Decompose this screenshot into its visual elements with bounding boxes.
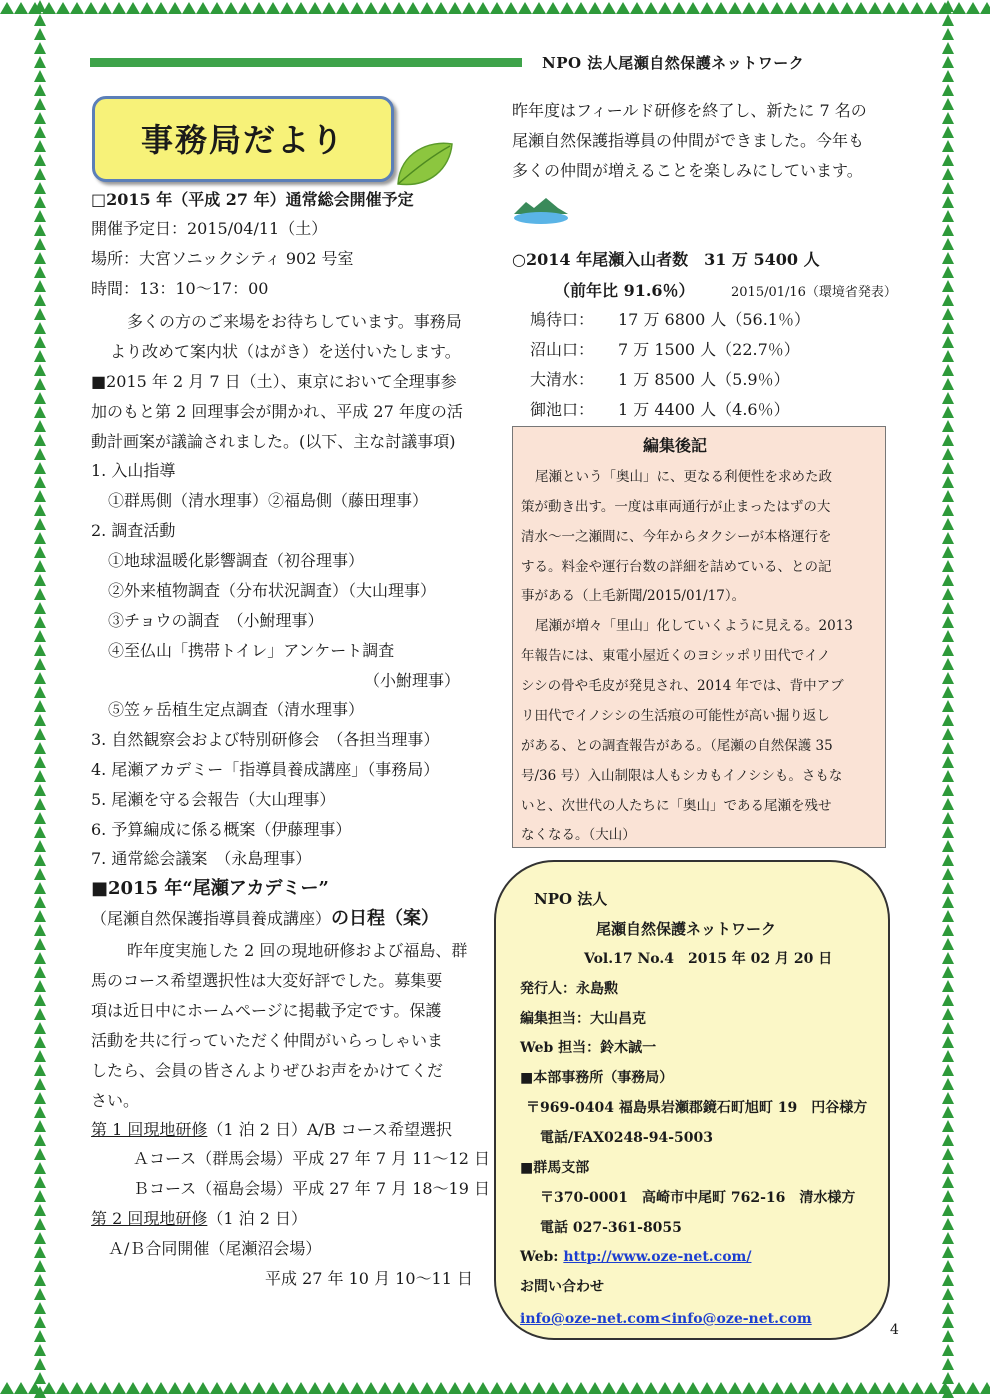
editorial-text: 年報告には、東電小屋近くのヨシッポリ田代でイノ [521, 648, 831, 664]
agenda-subitem: ⑤笠ヶ岳植生定点調査（清水理事） [108, 700, 365, 719]
visitor-source-note: 2015/01/16（環境省発表） [731, 285, 897, 300]
editorial-text: いと、次世代の人たちに「奥山」である尾瀬を残せ [521, 798, 832, 814]
body-text: したら、会員の皆さんよりぜひお声をかけてくだ [91, 1061, 444, 1080]
body-text: 馬のコース希望選択性は大変好評でした。募集要 [91, 971, 443, 990]
academy-schedule-label: の日程（案） [331, 908, 440, 929]
leaf-icon [394, 138, 456, 190]
academy-subheading [91, 909, 439, 929]
editorial-text: 号/36 号）入山制限は人もシカもイノシシも。さもな [521, 768, 843, 784]
info-web-manager: Web 担当：鈴木誠一 [520, 1040, 657, 1056]
body-text: さい。 [91, 1091, 140, 1110]
meeting-heading: □2015 年（平成 27 年）通常総会開催予定 [91, 190, 414, 209]
editorial-text: がある、との調査報告がある。（尾瀬の自然保護 35 [521, 738, 833, 754]
info-hq-phone: 電話/FAX0248-94-5003 [540, 1130, 713, 1146]
agenda-item: 4. 尾瀬アカデミー「指導員養成講座」（事務局） [91, 760, 440, 779]
academy-course-name: （尾瀬自然保護指導員養成講座） [91, 909, 332, 928]
training-2-line [91, 1209, 307, 1229]
info-branch-heading: ■群馬支部 [520, 1160, 590, 1176]
entrance-name: 沼山口： [530, 340, 595, 359]
info-volume: Vol.17 No.4 2015 年 02 月 20 日 [584, 951, 833, 967]
body-text: 多くの仲間が増えることを楽しみにしています。 [512, 161, 863, 180]
visitor-heading: ○2014 年尾瀬入山者数 31 万 5400 人 [512, 250, 820, 269]
right-border-decoration [942, 0, 954, 1398]
entrance-count: 7 万 1500 人（22.7％） [618, 340, 800, 359]
bottom-border-decoration [0, 1382, 990, 1394]
agenda-item: 3. 自然観察会および特別研修会 （各担当理事） [91, 730, 440, 749]
section-title-box [92, 96, 394, 182]
agenda-item: 5. 尾瀬を守る会報告（大山理事） [91, 790, 336, 809]
body-text: 活動を共に行っていただく仲間がいらっしゃいま [91, 1031, 444, 1050]
editorial-text: シシの骨や毛皮が発見され、2014 年では、背中アブ [521, 678, 844, 694]
header-org-name: NPO 法人尾瀬自然保護ネットワーク [542, 54, 805, 72]
entrance-name: 大清水： [530, 370, 595, 389]
editorial-text: リ田代でイノシシの生活痕の可能性が高い掘り返し [521, 708, 830, 724]
info-branch-address: 〒370-0001 高崎市中尾町 762-16 清水様方 [540, 1190, 856, 1206]
agenda-subitem: （小鮒理事） [364, 671, 461, 690]
publication-info-box [494, 860, 890, 1340]
body-text: 項は近日中にホームページに掲載予定です。保護 [91, 1001, 442, 1020]
agenda-item: 2. 調査活動 [91, 521, 176, 540]
training-2-label: 第 2 回現地研修 [91, 1209, 208, 1228]
agenda-subitem: ①地球温暖化影響調査（初谷理事） [108, 551, 365, 570]
info-org-type: NPO 法人 [534, 890, 608, 908]
info-hq-address: 〒969-0404 福島県岩瀬郡鏡石町旭町 19 円谷様方 [526, 1100, 868, 1116]
info-web-label: Web: [520, 1249, 564, 1265]
training-1-label: 第 1 回現地研修 [91, 1120, 208, 1139]
website-link[interactable]: http://www.oze-net.com/ [563, 1249, 752, 1265]
academy-heading: ■2015 年“尾瀬アカデミー” [91, 878, 329, 899]
editorial-text: なくなる。（大山） [521, 827, 636, 843]
entrance-count: 17 万 6800 人（56.1％） [618, 310, 810, 329]
meeting-date: 開催予定日：2015/04/11（土） [91, 219, 328, 238]
joint-course: Ａ/Ｂ合同開催（尾瀬沼会場） [108, 1239, 322, 1258]
agenda-item: 1. 入山指導 [91, 461, 176, 480]
body-text: 多くの方のご来場をお待ちしています。事務局 [127, 312, 462, 331]
agenda-item: 7. 通常総会議案 （永島理事） [91, 849, 312, 868]
info-hq-heading: ■本部事務所（事務局） [520, 1070, 674, 1086]
entrance-count: 1 万 8500 人（5.9％） [618, 370, 790, 389]
course-a: Ａコース（群馬会場）平成 27 年 7 月 11～12 日 [133, 1149, 490, 1168]
agenda-item: 6. 予算編成に係る概案（伊藤理事） [91, 820, 352, 839]
body-text: 動計画案が議論されました。(以下、主な討議事項) [91, 432, 456, 451]
editorial-text: する。料金や運行台数の詳細を詰めている、との記 [521, 559, 832, 575]
body-text: 昨年度はフィールド研修を終了し、新たに 7 名の [512, 101, 867, 120]
joint-course-date: 平成 27 年 10 月 10～11 日 [265, 1269, 473, 1288]
editorial-text: 策が動き出す。一度は車両通行が止まったはずの大 [521, 499, 831, 515]
top-border-decoration [0, 2, 990, 14]
editorial-text: 尾瀬が増々「里山」化していくように見える。2013 [535, 618, 853, 634]
body-text: より改めて案内状（はがき）を送付いたします。 [110, 342, 461, 361]
body-text: 加のもと第 2 回理事会が開かれ、平成 27 年度の活 [91, 402, 463, 421]
editorial-box [512, 426, 886, 848]
agenda-subitem: ②外来植物調査（分布状況調査）（大山理事） [108, 581, 437, 600]
info-editor: 編集担当：大山昌克 [520, 1011, 646, 1027]
course-b: Ｂコース（福島会場）平成 27 年 7 月 18～19 日 [133, 1179, 490, 1198]
editorial-text: 尾瀬という「奥山」に、更なる利便性を求めた政 [535, 469, 832, 485]
info-publisher: 発行人：永島勲 [520, 981, 618, 997]
header-green-bar [90, 58, 522, 67]
section-title: 事務局だより [140, 121, 345, 159]
training-1-detail: （1 泊 2 日）A/B コース希望選択 [207, 1120, 452, 1139]
info-web-line [520, 1248, 751, 1266]
info-contact-label: お問い合わせ [520, 1279, 604, 1295]
info-org-name: 尾瀬自然保護ネットワーク [596, 920, 777, 938]
editorial-text: 事がある（上毛新聞/2015/01/17）。 [521, 588, 746, 604]
entrance-name: 御池口： [530, 400, 595, 419]
editorial-title: 編集後記 [643, 436, 708, 455]
agenda-subitem: ①群馬側（清水理事）②福島側（藤田理事） [108, 491, 429, 510]
info-branch-phone: 電話 027-361-8055 [540, 1220, 682, 1236]
training-2-detail: （1 泊 2 日） [207, 1209, 307, 1228]
entrance-count: 1 万 4400 人（4.6％） [618, 400, 790, 419]
lake-illustration [512, 194, 570, 226]
left-border-decoration [34, 0, 46, 1398]
training-1-line [91, 1120, 452, 1140]
contact-email-link[interactable]: info@oze-net.com<info@oze-net.com [520, 1311, 812, 1327]
body-text: 昨年度実施した 2 回の現地研修および福島、群 [127, 941, 468, 960]
agenda-subitem: ③チョウの調査 （小鮒理事） [108, 611, 324, 630]
entrance-name: 鳩待口： [530, 310, 595, 329]
agenda-subitem: ④至仏山「携帯トイレ」アンケート調査 [108, 641, 395, 660]
visitor-ratio: （前年比 91.6％） [554, 281, 695, 300]
body-text: 尾瀬自然保護指導員の仲間ができました。今年も [512, 131, 865, 150]
page-number: 4 [890, 1322, 899, 1338]
board-meeting-text: ■2015 年 2 月 7 日（土）、東京において全理事参 [91, 372, 457, 391]
meeting-place: 場所：大宮ソニックシティ 902 号室 [91, 249, 354, 268]
meeting-time: 時間：13：10～17：00 [91, 279, 269, 298]
editorial-text: 清水～一之瀬間に、今年からタクシーが本格運行を [521, 529, 832, 545]
